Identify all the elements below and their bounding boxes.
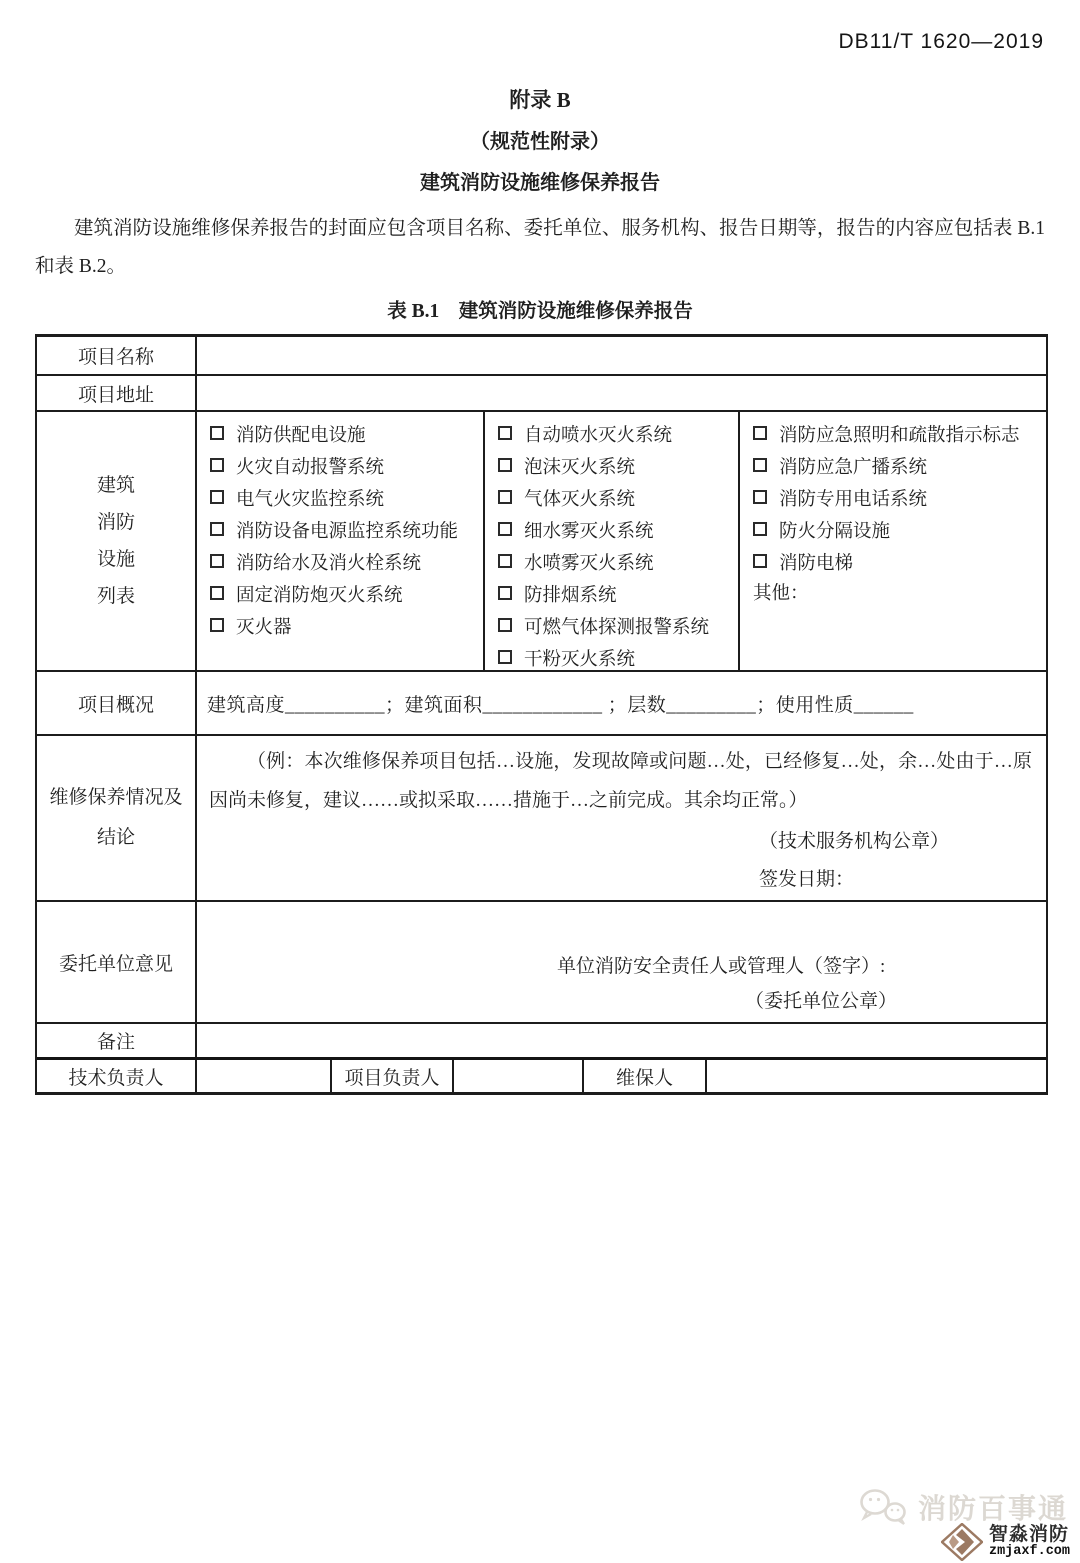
facilities-label-line: 消防 — [96, 512, 135, 533]
checkbox-icon — [210, 490, 224, 504]
facility-label: 防排烟系统 — [524, 586, 617, 606]
facility-item — [210, 482, 483, 514]
checkbox-icon — [498, 586, 512, 600]
maintenance-label — [37, 736, 197, 900]
maintenance-example-text: （例：本次维修保养项目包括…设施，发现故障或问题…处，已经修复…处，余…处由于…原因尚未修复，建议……或拟采取……措施于…之前完成。其余均正常。） — [209, 751, 1032, 811]
checkbox-icon — [210, 458, 224, 472]
facility-label: 消防给水及消火栓系统 — [236, 554, 422, 574]
checkbox-icon — [498, 426, 512, 440]
facilities-column-2 — [485, 412, 740, 670]
client-stamp-label: （委托单位公章） — [745, 991, 898, 1012]
checkbox-icon — [498, 554, 512, 568]
project-address-value — [197, 376, 1046, 410]
overview-label: 项目概况 — [37, 672, 197, 734]
project-name-value — [197, 337, 1046, 374]
zhimiao-logo-icon — [941, 1523, 983, 1561]
report-table — [35, 334, 1048, 1095]
watermark-brand — [857, 1487, 1068, 1527]
row-remarks — [37, 1022, 1046, 1057]
facility-label: 可燃气体探测报警系统 — [524, 618, 710, 638]
project-name-label: 项目名称 — [37, 337, 197, 374]
facility-item — [498, 482, 738, 514]
facilities-label-line: 设施 — [96, 549, 135, 570]
facilities-columns — [197, 412, 1046, 670]
tech-lead-label: 技术负责人 — [37, 1060, 197, 1092]
facility-label: 消防应急照明和疏散指示标志 — [779, 426, 1020, 446]
maintenance-label-line2: 结论 — [96, 827, 135, 848]
row-client-opinion — [37, 900, 1046, 1022]
checkbox-icon — [498, 458, 512, 472]
checkbox-icon — [753, 554, 767, 568]
facility-item — [753, 514, 1046, 546]
facility-label: 自动喷水灭火系统 — [524, 426, 673, 446]
facility-item — [210, 450, 483, 482]
facility-label: 火灾自动报警系统 — [236, 458, 385, 478]
facilities-column-3 — [740, 412, 1046, 670]
watermark-brand-text: 消防百事通 — [917, 1494, 1068, 1525]
facility-label: 细水雾灭火系统 — [524, 522, 654, 542]
checkbox-icon — [210, 522, 224, 536]
facilities-label — [37, 412, 197, 670]
project-lead-label: 项目负责人 — [332, 1060, 454, 1092]
maintenance-stamp-block — [759, 823, 1046, 899]
facility-item — [498, 642, 738, 674]
checkbox-icon — [498, 522, 512, 536]
facility-label: 气体灭火系统 — [524, 490, 636, 510]
facility-item — [753, 418, 1046, 450]
checkbox-icon — [210, 586, 224, 600]
row-responsible-persons — [37, 1057, 1046, 1092]
wechat-icon — [857, 1487, 909, 1527]
appendix-type: （规范性附录） — [470, 131, 610, 153]
checkbox-icon — [498, 618, 512, 632]
zhimiao-logo-url: zmjaxf.com — [988, 1543, 1070, 1559]
facility-item — [498, 418, 738, 450]
facility-label: 消防供配电设施 — [236, 426, 366, 446]
facilities-label-line: 建筑 — [96, 475, 135, 496]
client-opinion-content — [197, 902, 1046, 1022]
agency-stamp-label: （技术服务机构公章） — [759, 831, 950, 852]
remarks-label: 备注 — [37, 1024, 197, 1057]
checkbox-icon — [498, 650, 512, 664]
checkbox-icon — [753, 426, 767, 440]
maintainer-value — [707, 1060, 1046, 1092]
facility-label: 防火分隔设施 — [779, 522, 891, 542]
checkbox-icon — [753, 522, 767, 536]
facility-item — [753, 450, 1046, 482]
facility-item — [498, 450, 738, 482]
facility-item — [210, 546, 483, 578]
facility-label: 消防电梯 — [779, 554, 854, 574]
facility-label: 干粉灭火系统 — [524, 650, 636, 670]
facility-label: 消防专用电话系统 — [779, 490, 928, 510]
facility-label: 消防设备电源监控系统功能 — [236, 522, 459, 542]
row-overview — [37, 670, 1046, 734]
checkbox-icon — [210, 618, 224, 632]
checkbox-icon — [210, 554, 224, 568]
facility-item — [210, 610, 483, 642]
appendix-heading: 建筑消防设施维修保养报告 — [420, 172, 660, 194]
checkbox-icon — [210, 426, 224, 440]
overview-content: 建筑高度__________；建筑面积____________ ；层数_________；使用性质______ — [207, 694, 914, 716]
standard-code: DB11/T 1620—2019 — [838, 30, 1044, 53]
facility-label: 固定消防炮灭火系统 — [236, 586, 403, 606]
issue-date-label: 签发日期： — [759, 869, 855, 890]
project-lead-value — [454, 1060, 584, 1092]
facility-item — [498, 546, 738, 578]
facility-label: 水喷雾灭火系统 — [524, 554, 654, 574]
facility-item — [210, 514, 483, 546]
row-project-address — [37, 374, 1046, 410]
checkbox-icon — [753, 458, 767, 472]
tech-lead-value — [197, 1060, 332, 1092]
remarks-value — [197, 1024, 1046, 1057]
maintainer-label: 维保人 — [584, 1060, 707, 1092]
maintenance-content — [197, 736, 1046, 900]
facility-item — [753, 546, 1046, 578]
facility-item — [210, 578, 483, 610]
watermark-logo-block — [941, 1523, 1070, 1561]
table-caption: 表 B.1 建筑消防设施维修保养报告 — [387, 301, 693, 322]
facility-label: 灭火器 — [236, 618, 292, 638]
facilities-other-label: 其他： — [753, 584, 809, 604]
facility-item — [498, 610, 738, 642]
appendix-title: 附录 B — [509, 88, 571, 112]
maintenance-label-line1: 维修保养情况及 — [49, 787, 183, 808]
zhimiao-logo-title: 智淼消防 — [988, 1523, 1069, 1545]
project-address-label: 项目地址 — [37, 376, 197, 410]
zhimiao-logo-texts — [989, 1525, 1070, 1559]
facility-item — [753, 482, 1046, 514]
facility-label: 电气火灾监控系统 — [236, 490, 385, 510]
client-opinion-label: 委托单位意见 — [37, 902, 197, 1022]
row-project-name — [37, 337, 1046, 374]
intro-paragraph: 建筑消防设施维修保养报告的封面应包含项目名称、委托单位、服务机构、报告日期等，报告的内容应包括表 B.1 和表 B.2。 — [35, 218, 1045, 277]
checkbox-icon — [498, 490, 512, 504]
facility-label: 消防应急广播系统 — [779, 458, 928, 478]
facility-item — [210, 418, 483, 450]
checkbox-icon — [753, 490, 767, 504]
facility-label: 泡沫灭火系统 — [524, 458, 636, 478]
facility-item — [498, 514, 738, 546]
row-facilities — [37, 410, 1046, 670]
row-maintenance — [37, 734, 1046, 900]
facility-item — [498, 578, 738, 610]
facilities-label-line: 列表 — [96, 586, 135, 607]
facilities-column-1 — [197, 412, 485, 670]
client-sign-label: 单位消防安全责任人或管理人（签字）: — [557, 956, 886, 977]
